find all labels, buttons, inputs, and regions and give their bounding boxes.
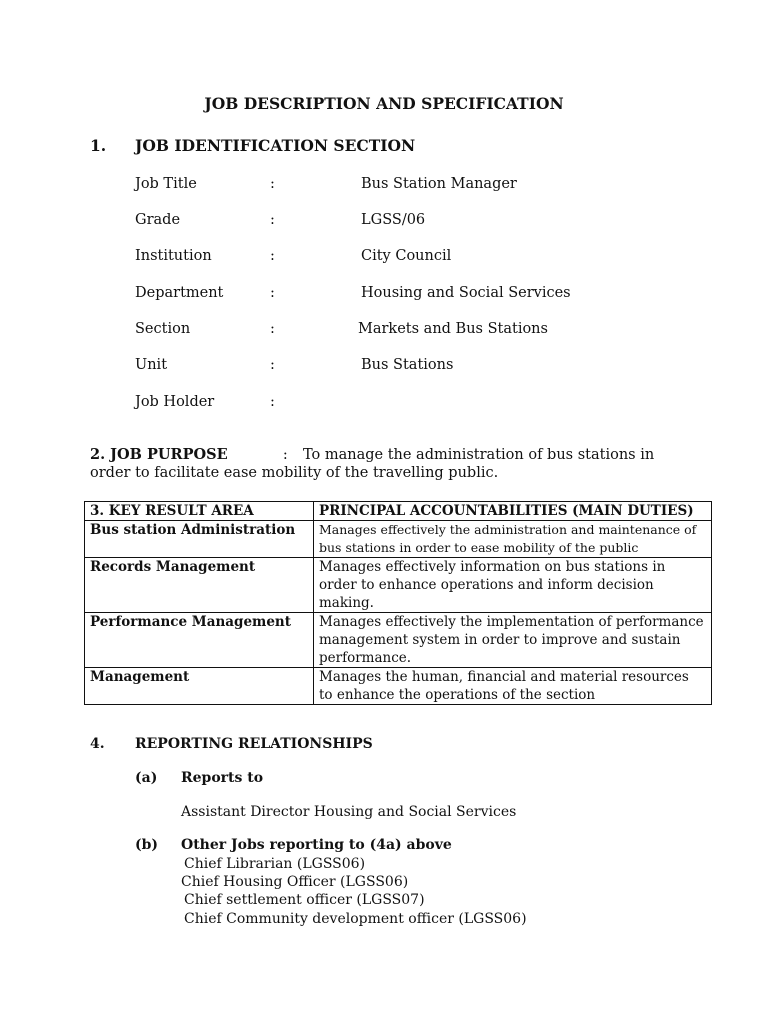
table-cell-duty: Manages the human, financial and material resources to enhance the operations of the section bbox=[314, 668, 712, 705]
field-label-job-title: Job Title bbox=[135, 176, 197, 192]
section1-number: 1. bbox=[90, 136, 107, 155]
field-label-grade: Grade bbox=[135, 212, 181, 228]
table-row bbox=[85, 521, 712, 558]
list-item: Chief Housing Officer (LGSS06) bbox=[181, 874, 409, 890]
job-purpose-colon: : bbox=[282, 447, 288, 463]
document-title: JOB DESCRIPTION AND SPECIFICATION bbox=[204, 94, 564, 113]
section4b-heading: Other Jobs reporting to (4a) above bbox=[181, 837, 452, 853]
table-cell-area: Management bbox=[85, 668, 314, 705]
section1-heading: JOB IDENTIFICATION SECTION bbox=[135, 136, 416, 155]
field-value-section: Markets and Bus Stations bbox=[358, 321, 548, 337]
field-label-institution: Institution bbox=[135, 248, 212, 264]
field-label-section: Section bbox=[135, 321, 191, 337]
field-colon: : bbox=[270, 176, 275, 192]
header-principal-accountabilities: PRINCIPAL ACCOUNTABILITIES (MAIN DUTIES) bbox=[314, 502, 712, 521]
field-colon: : bbox=[270, 285, 275, 301]
key-result-area-table bbox=[84, 501, 712, 705]
field-colon: : bbox=[270, 212, 275, 228]
table-row bbox=[85, 558, 712, 613]
reports-to-value: Assistant Director Housing and Social Services bbox=[181, 804, 517, 820]
table-header-row bbox=[85, 502, 712, 521]
list-item: Chief settlement officer (LGSS07) bbox=[184, 892, 425, 908]
section4a-label: (a) bbox=[135, 770, 158, 786]
table-row bbox=[85, 613, 712, 668]
section4b-label: (b) bbox=[135, 837, 159, 853]
field-label-department: Department bbox=[135, 285, 224, 301]
table-cell-duty: Manages effectively information on bus stations in order to enhance operations and inform decision making. bbox=[314, 558, 712, 613]
table-row bbox=[85, 668, 712, 705]
field-value-institution: City Council bbox=[361, 248, 452, 264]
section4a-heading: Reports to bbox=[181, 770, 264, 786]
list-item: Chief Community development officer (LGSS06) bbox=[184, 911, 527, 927]
list-item: Chief Librarian (LGSS06) bbox=[184, 856, 366, 872]
field-label-job-holder: Job Holder bbox=[135, 394, 215, 410]
table-cell-duty: Manages effectively the administration and maintenance of bus stations in order to ease mobility of the public bbox=[314, 521, 712, 558]
field-colon: : bbox=[270, 357, 275, 373]
field-label-unit: Unit bbox=[135, 357, 168, 373]
field-value-job-title: Bus Station Manager bbox=[361, 176, 517, 192]
table-cell-area: Bus station Administration bbox=[85, 521, 314, 558]
field-colon: : bbox=[270, 394, 275, 410]
job-purpose-label: 2. JOB PURPOSE bbox=[90, 446, 228, 463]
field-colon: : bbox=[270, 321, 275, 337]
field-value-grade: LGSS/06 bbox=[361, 212, 426, 228]
table-cell-duty: Manages effectively the implementation of performance management system in order to improve and sustain performance. bbox=[314, 613, 712, 668]
section4-heading: REPORTING RELATIONSHIPS bbox=[135, 736, 373, 752]
job-purpose bbox=[90, 446, 690, 482]
section4-number: 4. bbox=[90, 736, 105, 752]
header-key-result-area: 3. KEY RESULT AREA bbox=[85, 502, 314, 521]
table-cell-area: Performance Management bbox=[85, 613, 314, 668]
field-value-department: Housing and Social Services bbox=[361, 285, 571, 301]
field-colon: : bbox=[270, 248, 275, 264]
field-value-unit: Bus Stations bbox=[361, 357, 454, 373]
job-purpose-text: To manage the administration of bus stations in order to facilitate ease mobility of the travelling public. bbox=[90, 447, 655, 481]
table-cell-area: Records Management bbox=[85, 558, 314, 613]
